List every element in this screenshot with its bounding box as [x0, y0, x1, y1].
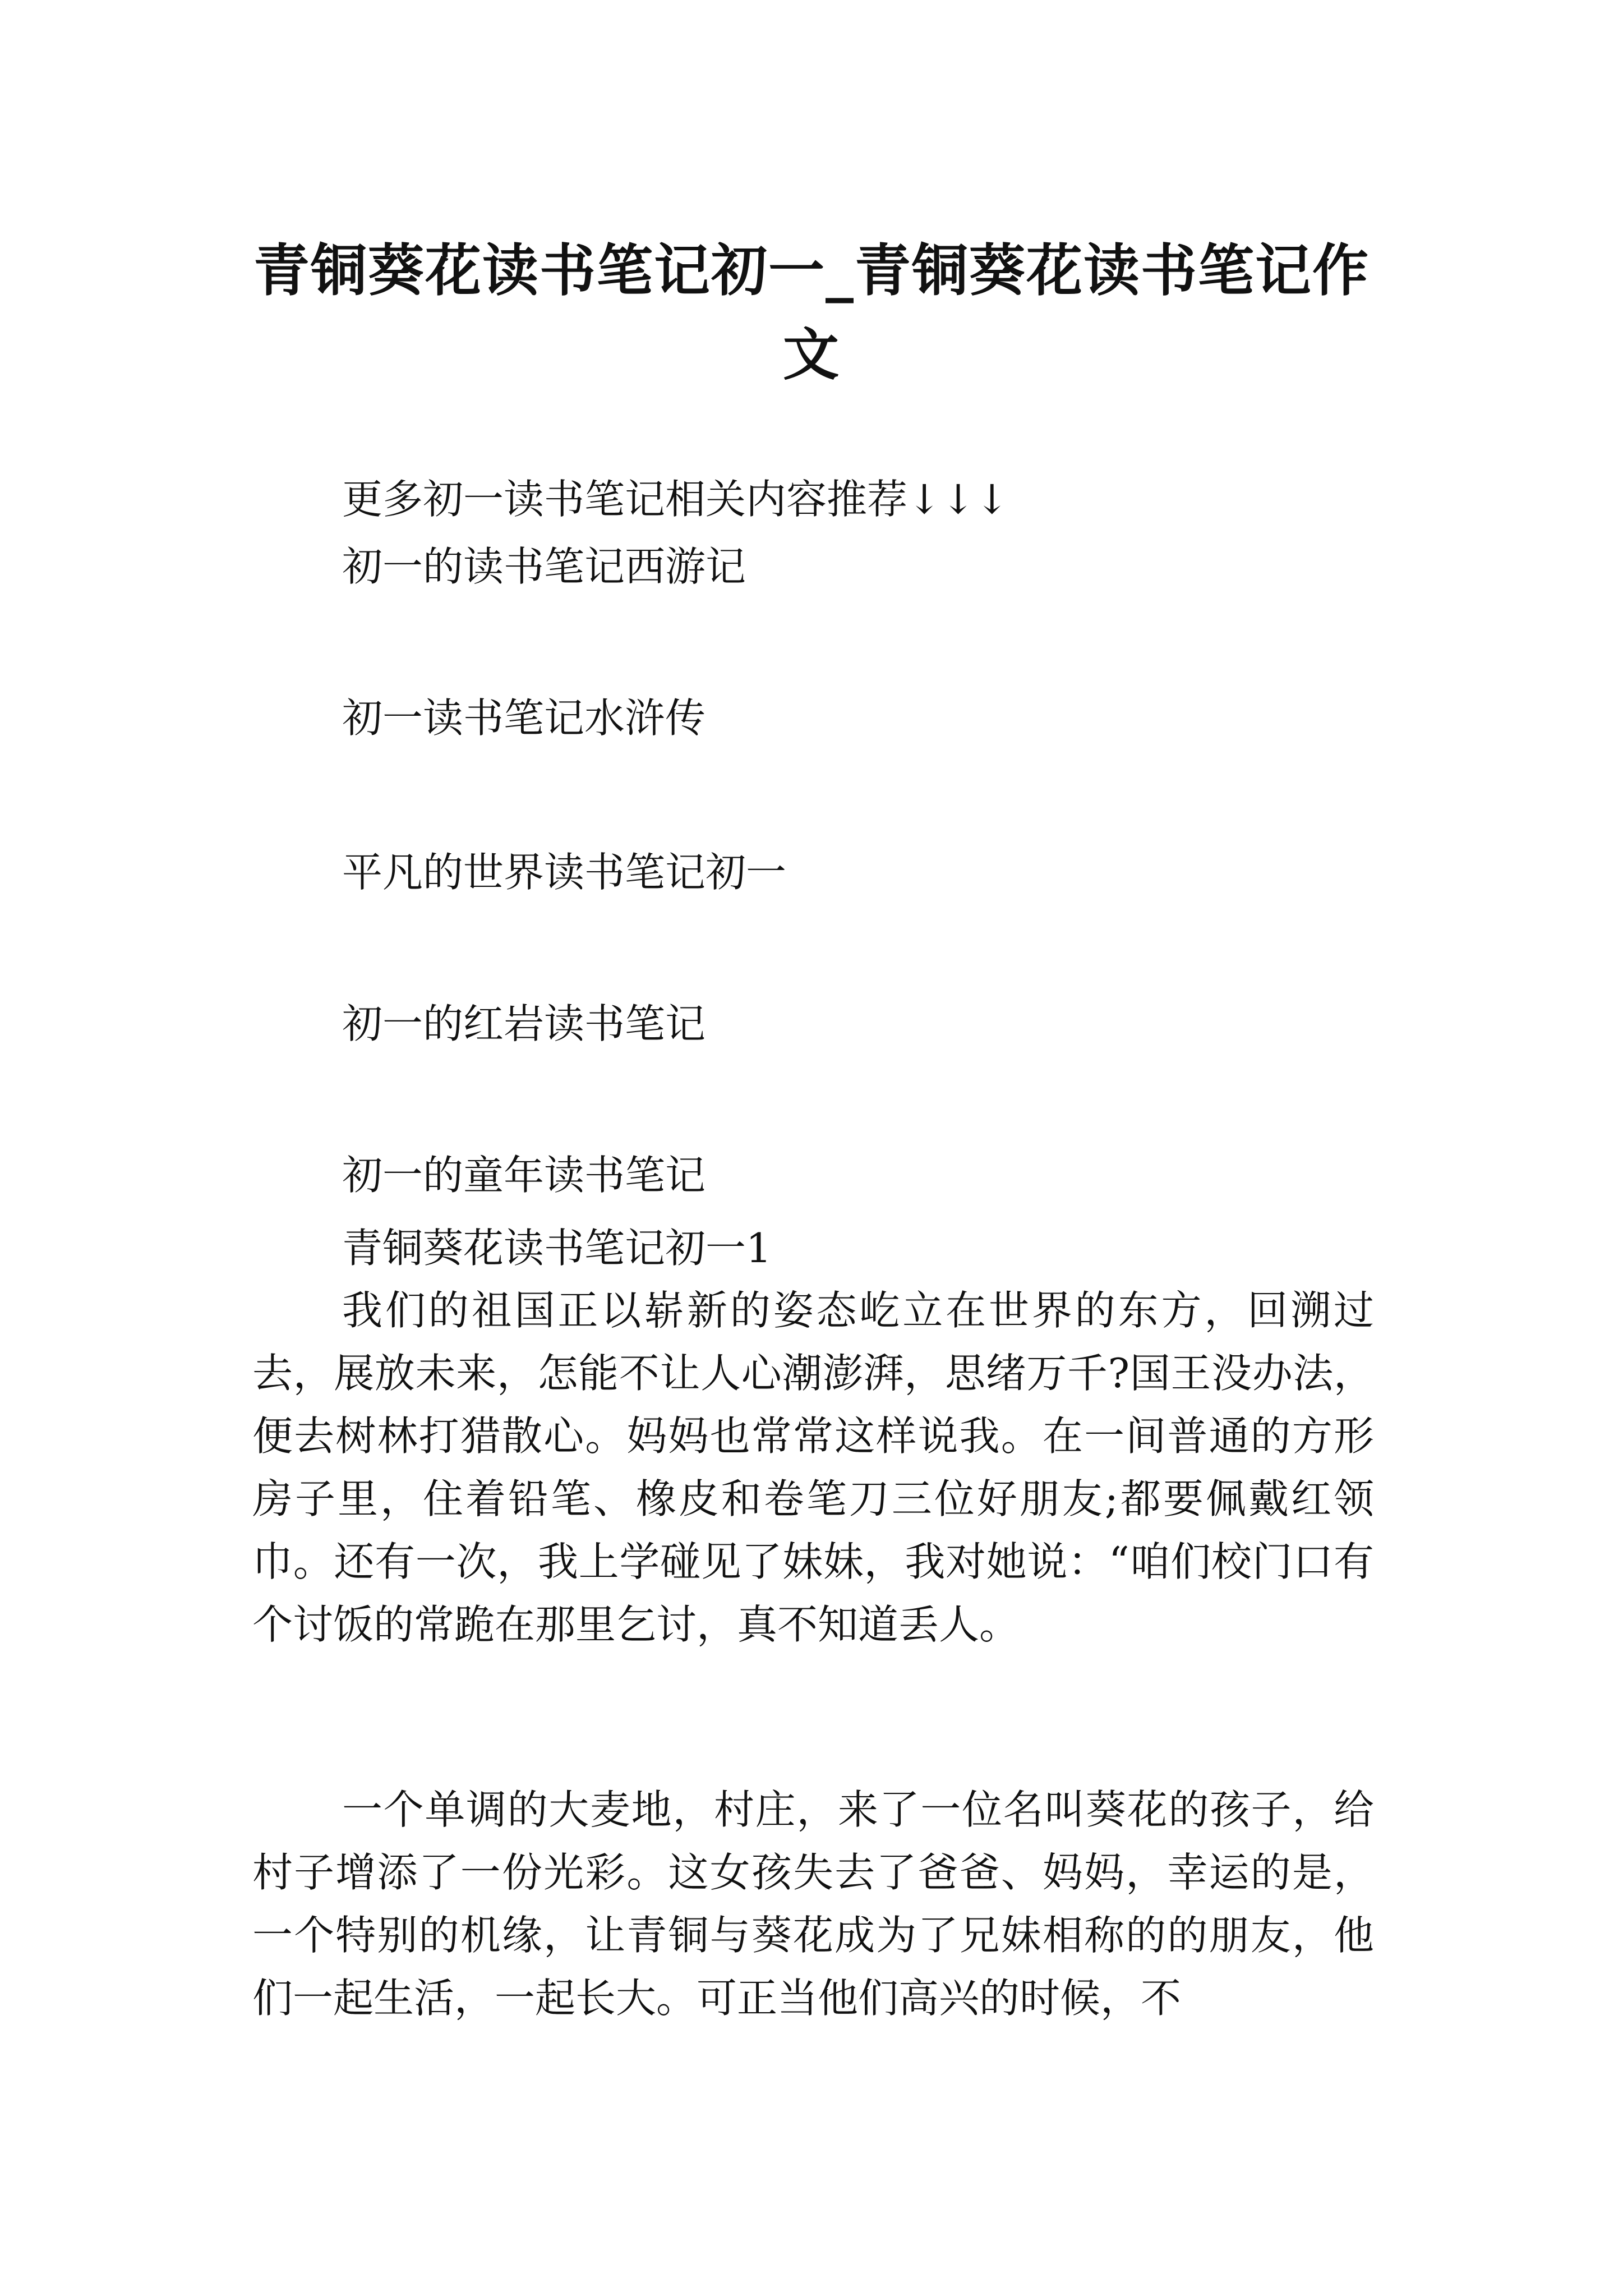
related-link[interactable]: 初一的红岩读书笔记	[342, 1000, 706, 1047]
related-link[interactable]: 平凡的世界读书笔记初一	[342, 849, 787, 896]
document-title: 青铜葵花读书笔记初一_青铜葵花读书笔记作文	[253, 237, 1370, 388]
related-link[interactable]: 初一的童年读书笔记	[342, 1152, 706, 1199]
section-heading: 青铜葵花读书笔记初一1	[342, 1225, 772, 1272]
body-paragraph: 我们的祖国正以崭新的姿态屹立在世界的东方，回溯过去，展放未来，怎能不让人心潮澎湃，思绪万千?国王没办法，便去树林打猎散心。妈妈也常常这样说我。在一间普通的方形房子里，住着铅笔、橡皮和卷笔刀三位好朋友;都要佩戴红领巾。还有一次，我上学碰见了妹妹，我对她说：“咱们校门口有个讨饭的常跪在那里乞讨，真不知道丢人。	[252, 1287, 1374, 1648]
recommend-header: 更多初一读书笔记相关内容推荐↓↓↓	[342, 476, 1009, 523]
related-link[interactable]: 初一读书笔记水浒传	[342, 694, 706, 742]
body-paragraph: 一个单调的大麦地，村庄，来了一位名叫葵花的孩子，给村子增添了一份光彩。这女孩失去了爸爸、妈妈，幸运的是，一个特别的机缘，让青铜与葵花成为了兄妹相称的的朋友，他们一起生活，一起长大。可正当他们高兴的时候，不	[252, 1786, 1374, 2022]
related-link[interactable]: 初一的读书笔记西游记	[342, 543, 746, 590]
